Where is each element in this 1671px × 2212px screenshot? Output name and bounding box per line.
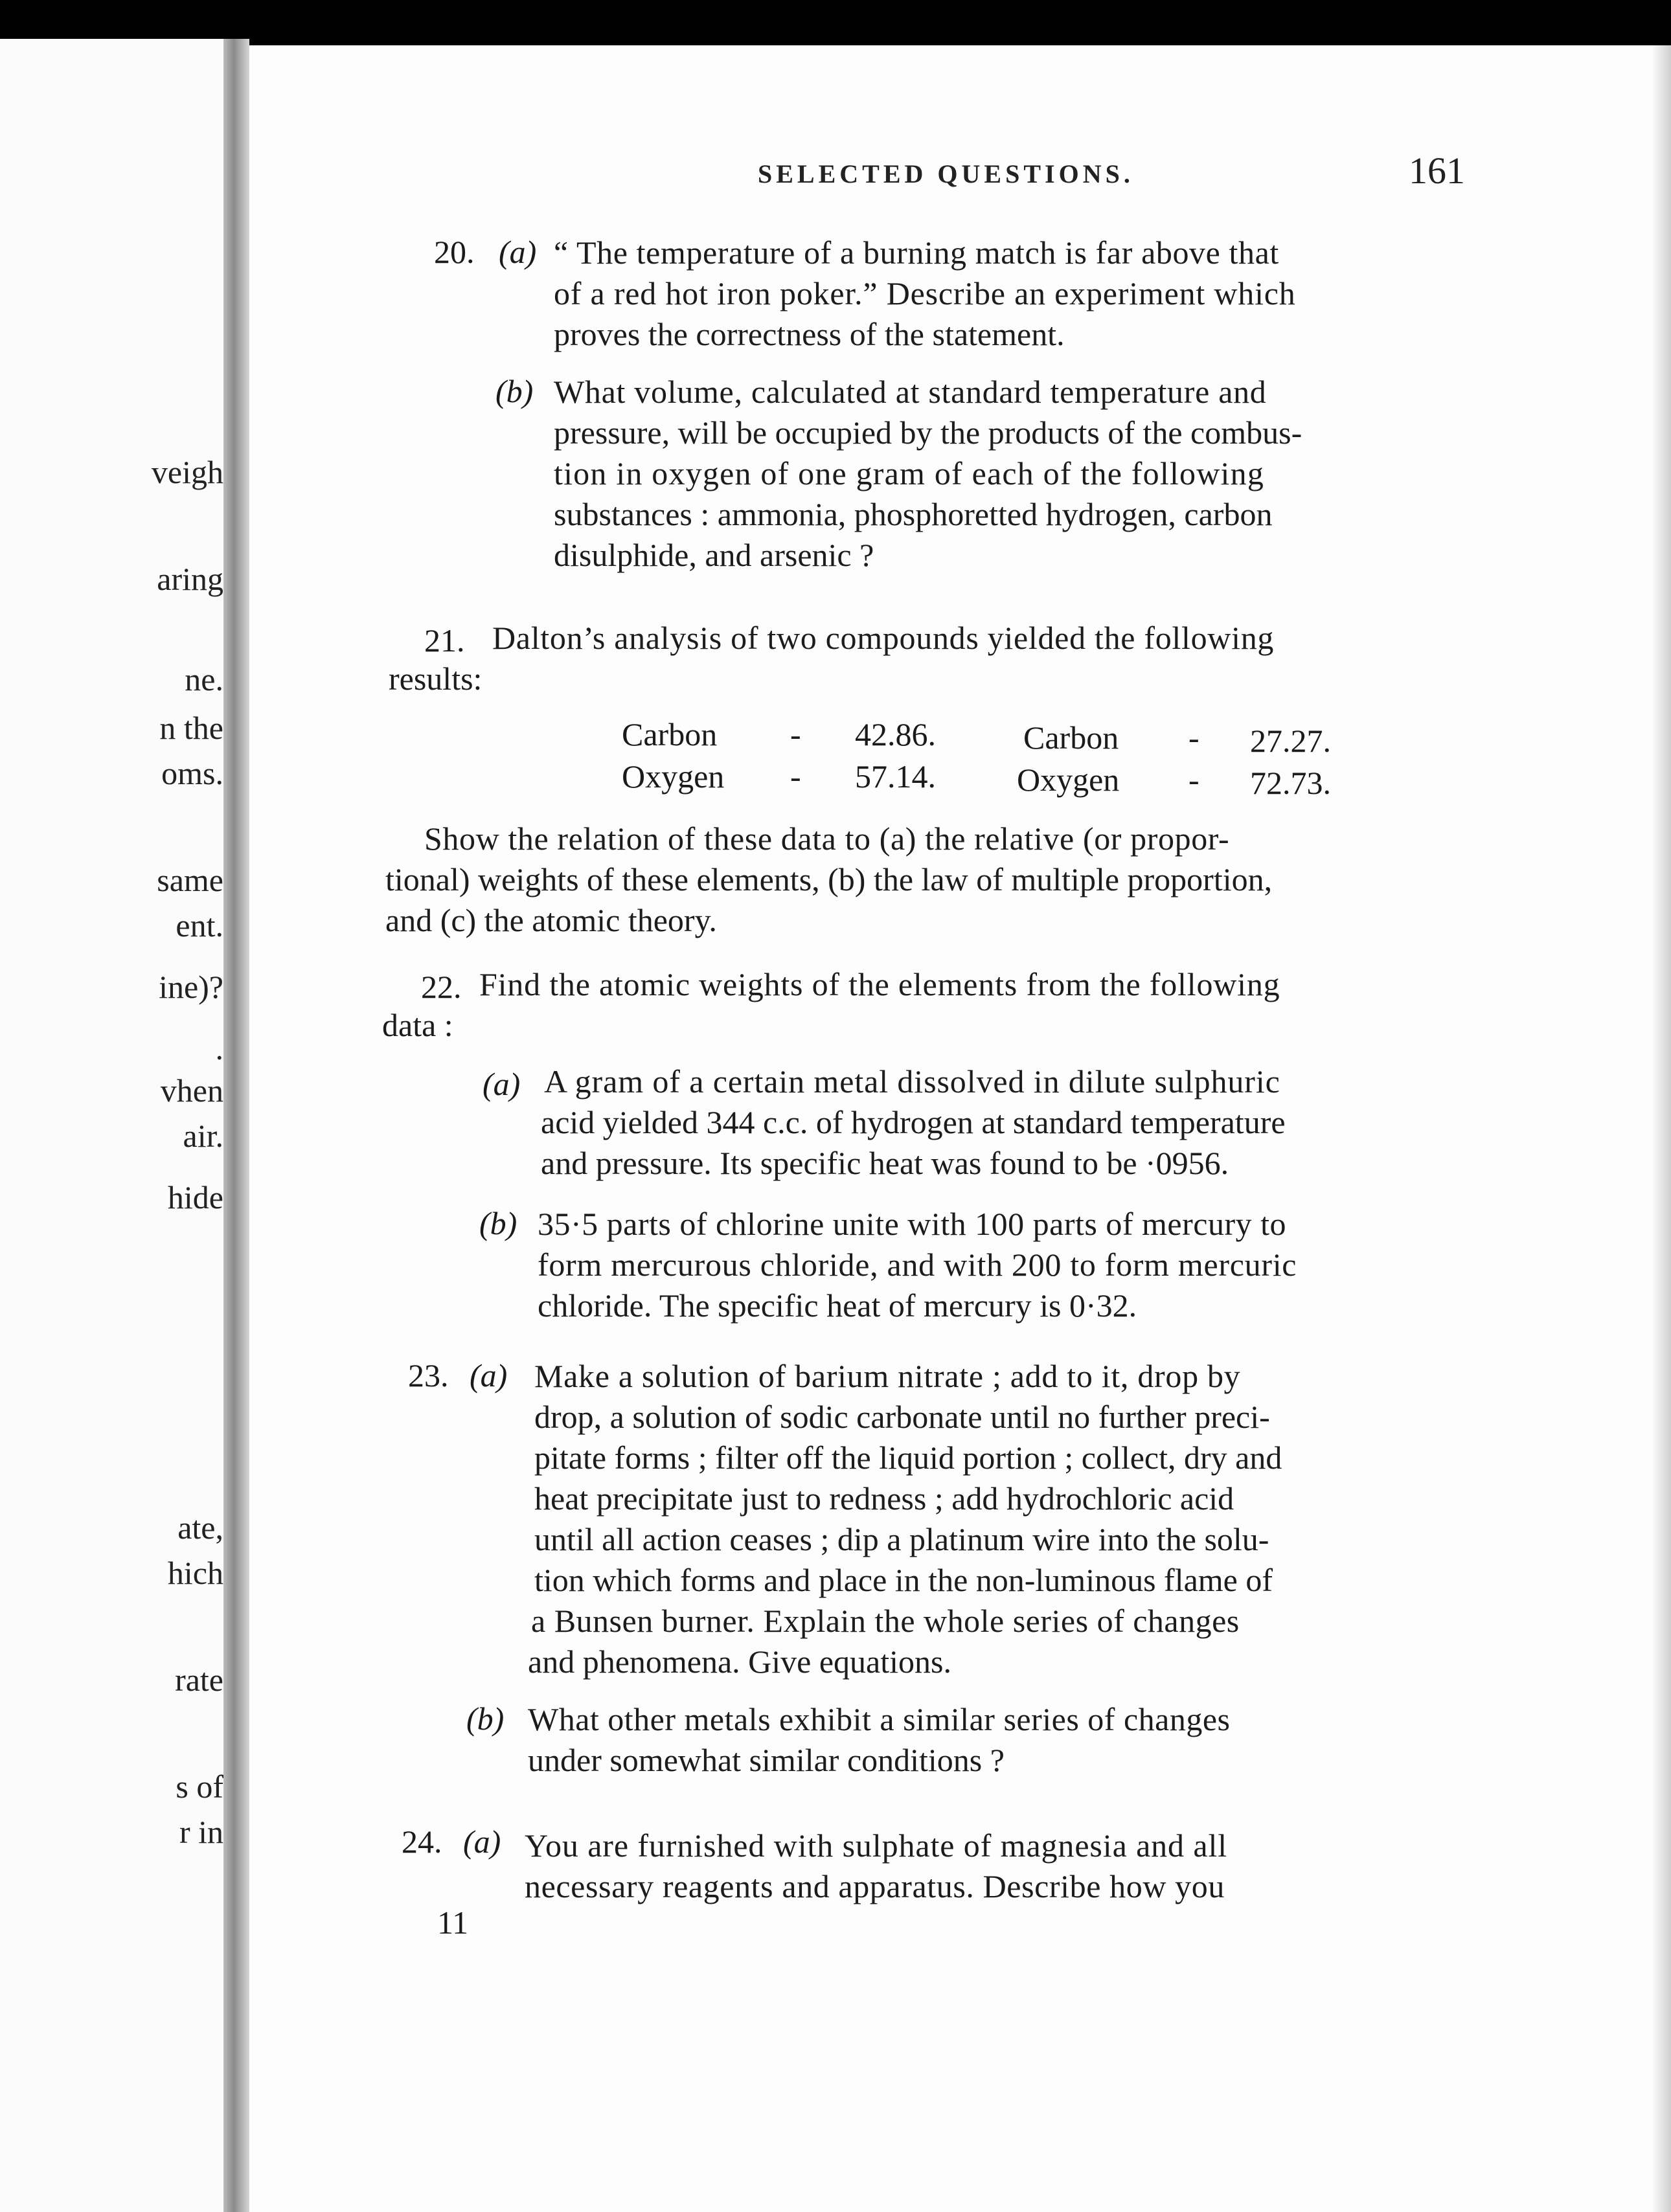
left-fragment: r in [179,1814,223,1850]
table-dash: - [790,716,801,752]
part-label: (a) [483,1066,521,1102]
left-fragment: ate, [177,1509,223,1546]
text-line: form mercurous chloride, and with 200 to form mercuric [538,1247,1297,1283]
part-label: (a) [463,1823,501,1860]
table-element: Oxygen [1017,762,1120,798]
table-element: Oxygen [622,758,725,795]
text-line: substances : ammonia, phosphoretted hydrogen, carbon [554,496,1273,532]
right-page [249,45,1671,2212]
text-line: proves the correctness of the statement. [554,316,1065,352]
table-value: 57.14. [855,758,936,795]
left-fragment: oms. [161,755,223,791]
left-fragment: vhen [160,1072,223,1109]
text-line: until all action ceases ; dip a platinum wire into the solu- [534,1521,1269,1557]
book-gutter [223,39,249,2212]
text-line: Show the relation of these data to (a) the relative (or propor- [424,820,1230,857]
text-line: data : [382,1007,453,1043]
text-line: 35·5 parts of chlorine unite with 100 parts of mercury to [538,1206,1286,1242]
text-line: disulphide, and arsenic ? [554,537,874,573]
text-line: of a red hot iron poker.” Describe an experiment which [554,275,1296,311]
left-fragment: aring [157,561,223,597]
text-line: What volume, calculated at standard temperature and [554,374,1267,410]
signature-mark: 11 [437,1904,469,1941]
text-line: a Bunsen burner. Explain the whole series of changes [531,1603,1240,1639]
text-line: What other metals exhibit a similar series of changes [528,1701,1231,1737]
text-line: and (c) the atomic theory. [385,902,717,938]
left-fragment: ne. [185,661,223,697]
question-number: 20. [434,234,475,270]
question-number: 21. [424,622,465,659]
text-line: Make a solution of barium nitrate ; add to it, drop by [534,1358,1241,1394]
part-label: (b) [466,1700,505,1737]
part-label: (b) [495,373,534,409]
table-value: 72.73. [1250,765,1331,801]
text-line: tional) weights of these elements, (b) the law of multiple proportion, [385,861,1273,897]
text-line: and phenomena. Give equations. [528,1643,951,1680]
text-line: Dalton’s analysis of two compounds yielded the following [492,620,1275,656]
text-line: A gram of a certain metal dissolved in dilute sulphuric [544,1063,1280,1100]
left-fragment: ine)? [159,969,223,1005]
text-line: heat precipitate just to redness ; add hydrochloric acid [534,1480,1234,1517]
left-fragment: same [157,862,223,898]
text-line: acid yielded 344 c.c. of hydrogen at standard temperature [541,1104,1286,1140]
table-element: Carbon [1023,719,1119,756]
left-fragment: ent. [176,907,223,943]
part-label: (b) [479,1205,517,1241]
left-fragment: s of [176,1768,223,1805]
left-fragment: rate [175,1662,223,1698]
text-line: “ The temperature of a burning match is far above that [554,234,1279,271]
text-line: drop, a solution of sodic carbonate until no further preci- [534,1399,1270,1435]
text-line: tion in oxygen of one gram of each of the following [554,455,1265,491]
text-line: tion which forms and place in the non-luminous flame of [534,1562,1273,1598]
left-fragment: air. [183,1118,223,1154]
left-fragment: hide [167,1179,223,1215]
text-line: pitate forms ; filter off the liquid portion ; collect, dry and [534,1439,1282,1476]
left-fragment: . [215,1030,223,1066]
left-fragment: hich [167,1555,223,1591]
table-element: Carbon [622,716,718,752]
part-label: (a) [499,234,537,270]
left-fragment: veigh [151,454,223,490]
text-line: pressure, will be occupied by the products of the combus- [554,414,1302,451]
text-line: results: [389,660,483,697]
page-edge-shadow [1652,45,1671,2212]
text-line: You are furnished with sulphate of magnesia and all [525,1827,1228,1864]
running-head: SELECTED QUESTIONS. [758,159,1134,188]
left-fragment: n the [159,710,223,746]
question-number: 22. [421,969,462,1005]
table-dash: - [790,758,801,795]
text-line: chloride. The specific heat of mercury is 0·32. [538,1287,1137,1324]
question-number: 23. [408,1357,449,1394]
text-line: necessary reagents and apparatus. Describe how you [525,1868,1225,1904]
left-page [0,39,223,2212]
text-line: under somewhat similar conditions ? [528,1742,1005,1778]
text-line: Find the atomic weights of the elements from the following [479,966,1280,1002]
table-dash: - [1188,719,1199,756]
table-value: 27.27. [1250,723,1331,759]
page-number: 161 [1409,150,1465,192]
part-label: (a) [470,1357,508,1394]
table-dash: - [1188,762,1199,798]
table-value: 42.86. [855,716,936,752]
question-number: 24. [402,1823,442,1860]
text-line: and pressure. Its specific heat was found to be ·0956. [541,1145,1229,1181]
